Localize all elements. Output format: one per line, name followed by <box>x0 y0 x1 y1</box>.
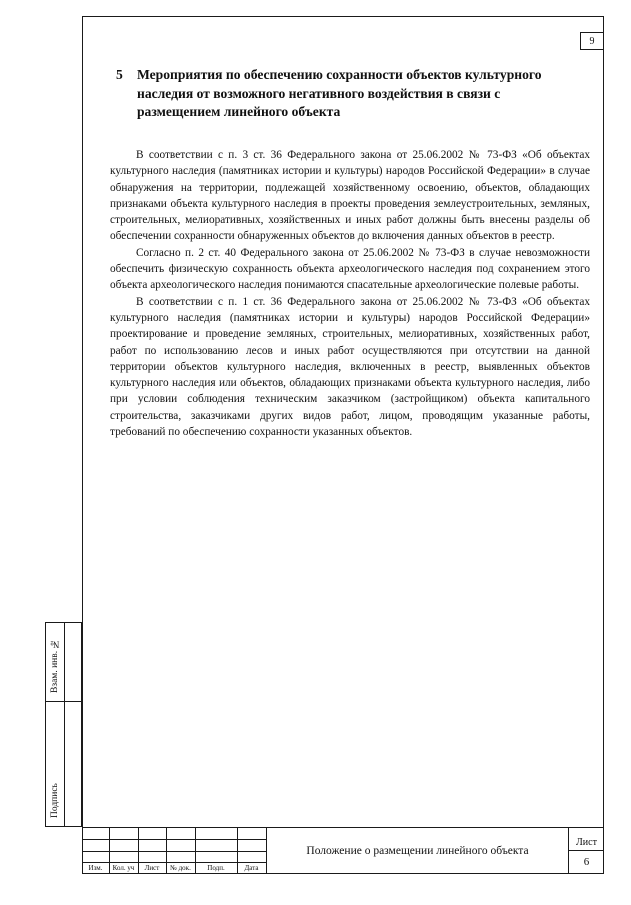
sheet-label: Лист <box>569 835 604 851</box>
paragraph-3: В соответствии с п. 1 ст. 36 Федерального закона от 25.06.2002 № 73-ФЗ «Об объектах культурного наследия (памятниках истории и культуры) народов Российской Федерации» проектирование и проведение земляных, строительных, мелиоративных, хозяйственных работ, работ по использованию лесов и иных работ осуществляются при отсутствии на данной территории объектов культурного наследия, включенных в реестр, выявленных объектов культурного наследия или объектов, обладающих признаками объекта культурного наследия, либо при условии соблюдения техническим заказчиком (застройщиком) объекта капитального строительства, заказчиками других видов работ, лицом, проводящим указанные работы, требований по обеспечению сохранности указанных объектов. <box>110 295 590 439</box>
section-number: 5 <box>116 67 123 82</box>
title-block <box>82 827 604 874</box>
col-sign: Подп. <box>207 864 225 872</box>
side-stamp-signature <box>45 701 82 827</box>
section-heading <box>116 66 586 122</box>
page-number: 9 <box>580 32 604 50</box>
sheet-number: 6 <box>583 856 590 868</box>
revision-labels <box>82 862 266 874</box>
col-list: Лист <box>144 864 160 872</box>
paragraph-2: Согласно п. 2 ст. 40 Федерального закона от 25.06.2002 № 73-ФЗ в случае невозможности обеспечить физическую сохранность объекта археологического наследия под сохранением этого объекта археологического наследия понимаются спасательные археологические полевые работы. <box>110 246 590 292</box>
col-doc: № док. <box>170 864 191 872</box>
document-name: Положение о размещении линейного объекта <box>266 827 569 874</box>
col-date: Дата <box>244 864 259 872</box>
body-text <box>110 147 590 440</box>
side-label-signature: Подпись <box>50 783 60 818</box>
section-title: Мероприятия по обеспечению сохранности объектов культурного наследия от возможного негативного воздействия в связи с размещением линейного объекта <box>137 67 542 119</box>
col-izm: Изм. <box>88 864 103 872</box>
col-kol-uch: Кол. уч <box>112 864 135 872</box>
sheet-box <box>569 827 604 874</box>
paragraph-1: В соответствии с п. 3 ст. 36 Федерального закона от 25.06.2002 № 73-ФЗ «Об объектах культурного наследия (памятниках истории и культуры) народов Российской Федерации» в случае обнаружения на территории, подлежащей хозяйственному освоению, объектов, обладающих признаками объекта культурного наследия в проекты проведения землеустроительных, земляных, строительных, мелиоративных, хозяйственных и иных работ должны быть внесены разделы об обеспечении сохранности обнаруженных объектов до включения данных объектов в реестр. <box>110 149 590 243</box>
side-stamp-replacement <box>45 622 82 702</box>
page-frame <box>82 16 604 874</box>
side-label-replacement: Взам. инв. № <box>50 638 60 693</box>
